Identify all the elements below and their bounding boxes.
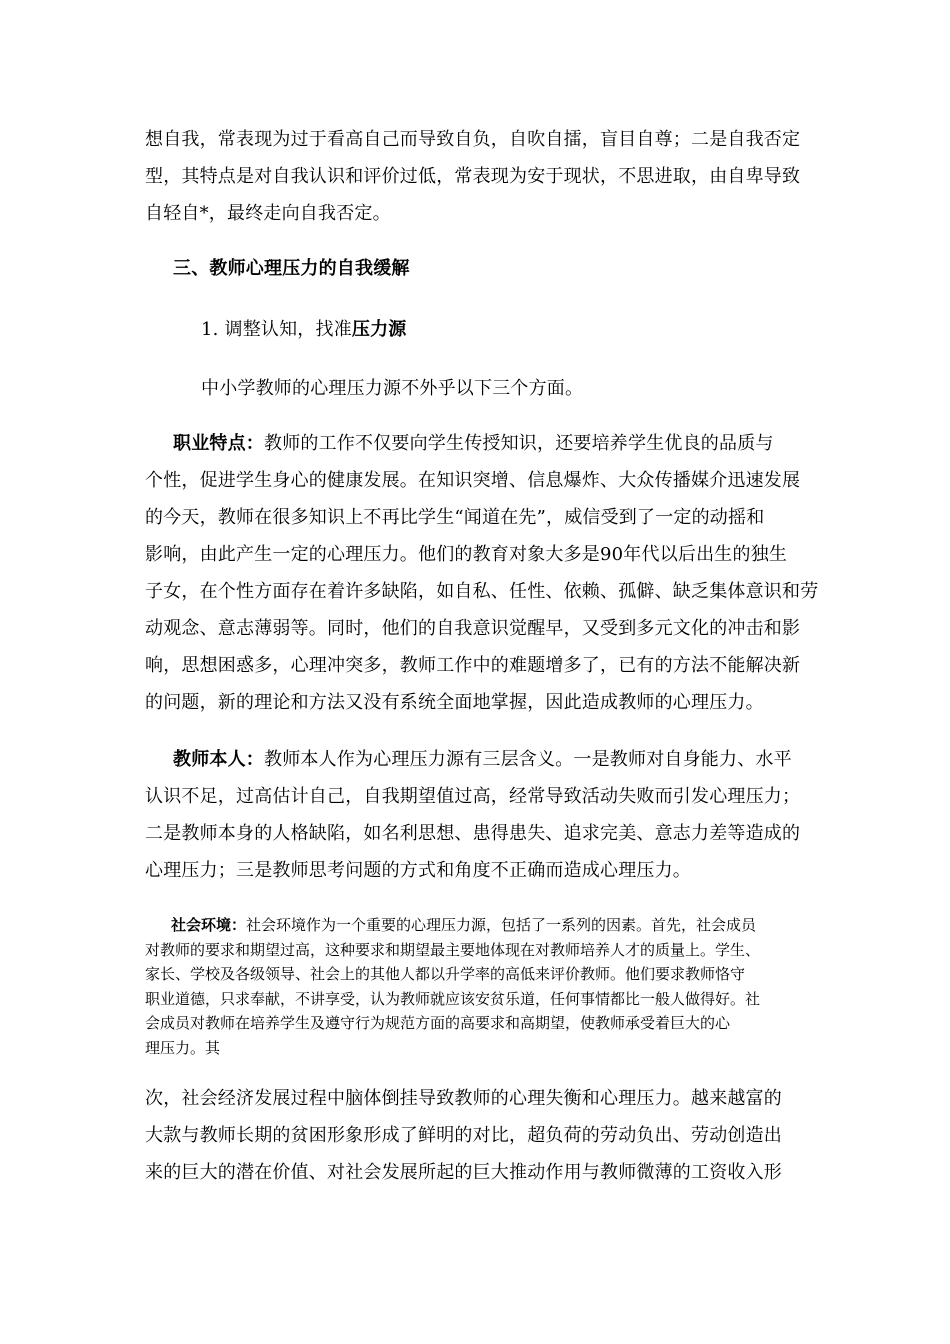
text-line: 子女，在个性方面存在着许多缺陷，如自私、任性、依赖、孤僻、缺乏集体意识和劳: [145, 581, 819, 602]
text-line: 动观念、意志薄弱等。同时，他们的自我意识觉醒早，又受到多元文化的冲击和影: [145, 618, 801, 639]
text-line: 次，社会经济发展过程中脑体倒挂导致教师的心理失衡和心理压力。越来越富的: [145, 1088, 782, 1109]
text-line: 理压力。其: [145, 1038, 221, 1057]
text-line: 教师本人：教师本人作为心理压力源有三层含义。一是教师对自身能力、水平: [173, 749, 792, 770]
subheading-prefix: 1. 调整认知，找准: [201, 319, 352, 340]
text-line: 的问题，新的理论和方法又没有系统全面地掌握，因此造成教师的心理压力。: [145, 692, 764, 713]
text-line: 想自我，常表现为过于看高自己而导致自负，自吹自擂，盲目自尊；二是自我否定: [145, 129, 801, 150]
text-line: 心理压力；三是教师思考问题的方式和角度不正确而造成心理压力。: [145, 860, 691, 881]
paragraph-label: 职业特点：: [173, 433, 264, 454]
intro-paragraph: [145, 121, 825, 232]
text-line: 职业特点：教师的工作不仅要向学生传授知识，还要培养学生优良的品质与: [173, 433, 774, 454]
social-paragraph: [145, 913, 825, 1060]
text-line: 认识不足，过高估计自己，自我期望值过高，经常导致活动失败而引发心理压力；: [145, 786, 801, 807]
text-line: 自轻自*，最终走向自我否定。: [145, 203, 391, 224]
text-line: 大款与教师长期的贫困形象形成了鲜明的对比，超负荷的劳动负出、劳动创造出: [145, 1125, 782, 1146]
text-line: 职业道德，只求奉献，不讲享受，认为教师就应该安贫乐道，任何事情都比一般人做得好。社: [145, 989, 761, 1008]
text-line: 会成员对教师在培养学生及遵守行为规范方面的高要求和高期望，使教师承受着巨大的心: [145, 1014, 731, 1032]
continuation-paragraph: [145, 1080, 825, 1191]
text-line: 型，其特点是对自我认识和评价过低，常表现为安于现状，不思进取，由自卑导致: [145, 166, 801, 187]
text-line: 家长、学校及各级领导、社会上的其他人都以升学率的高低来评价教师。他们要求教师恪守: [145, 965, 746, 983]
text-line: 来的巨大的潜在价值、对社会发展所起的巨大推动作用与教师微薄的工资收入形: [145, 1162, 782, 1183]
text-line: 的今天，教师在很多知识上不再比学生“闻道在先”，威信受到了一定的动摇和: [145, 507, 765, 528]
subheading: [145, 311, 881, 348]
occupation-paragraph: [145, 425, 825, 721]
teacher-paragraph: [145, 741, 825, 889]
paragraph-label: 社会环境：: [171, 916, 247, 934]
text-line: 个性，促进学生身心的健康发展。在知识突增、信息爆炸、大众传播媒介迅速发展: [145, 470, 801, 491]
section-heading: 三、教师心理压力的自我缓解: [173, 258, 410, 279]
paragraph-label: 教师本人：: [173, 749, 264, 770]
intro-sentence: 中小学教师的心理压力源不外乎以下三个方面。: [201, 378, 584, 399]
text-line: 二是教师本身的人格缺陷，如名利思想、患得患失、追求完美、意志力差等造成的: [145, 823, 801, 844]
text-line: 对教师的要求和期望过高，这种要求和期望最主要地体现在对教师培养人才的质量上。学生、: [145, 940, 761, 959]
subheading-emphasis: 压力源: [351, 319, 407, 340]
text-line: 响，思想困惑多，心理冲突多，教师工作中的难题增多了，已有的方法不能解决新: [145, 655, 801, 676]
text-line: 影响，由此产生一定的心理压力。他们的教育对象大多是90年代以后出生的独生: [145, 544, 788, 565]
text-line: 社会环境：社会环境作为一个重要的心理压力源，包括了一系列的因素。首先，社会成员: [171, 916, 757, 934]
